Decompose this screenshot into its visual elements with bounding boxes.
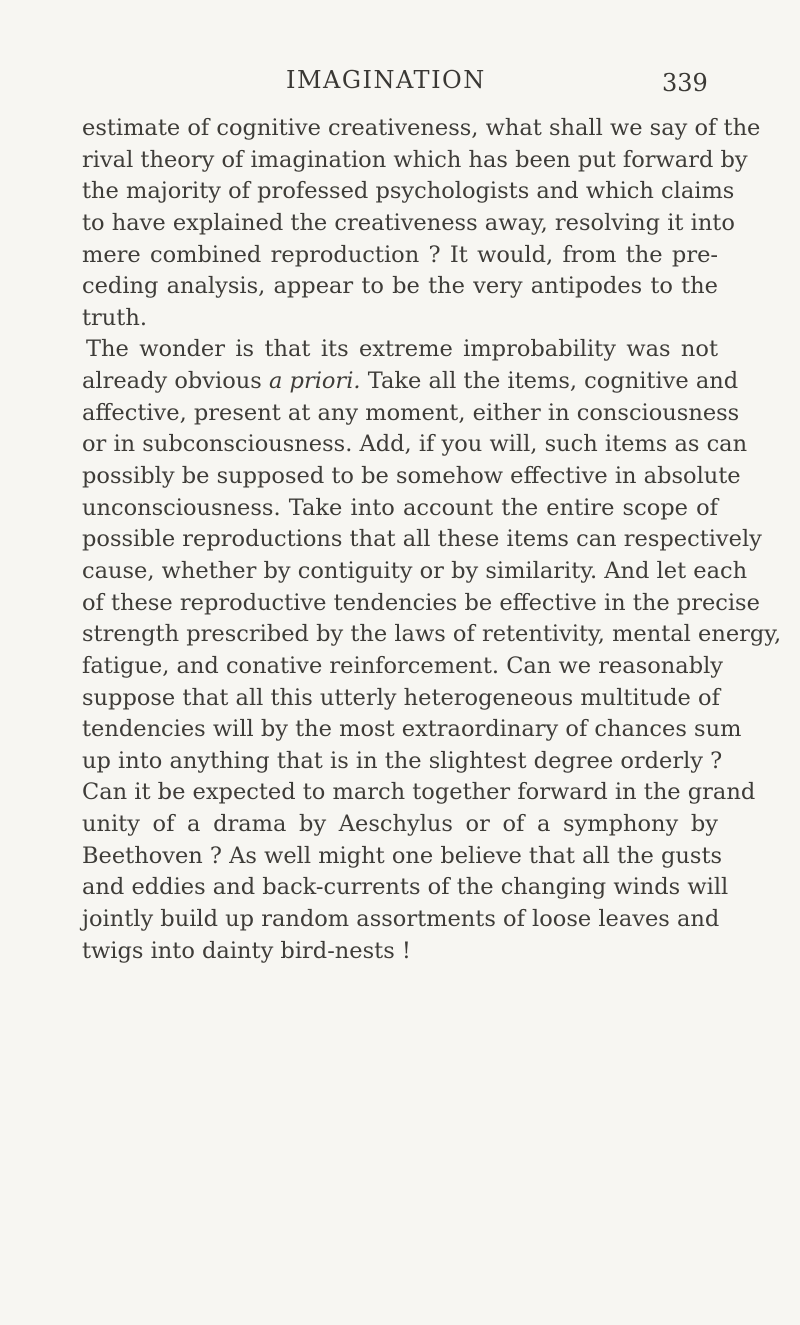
text-line: truth. (82, 304, 147, 331)
text-line: the majority of professed psychologists and which claims (82, 178, 735, 205)
text-line: to have explained the creativeness away, resolving it into (82, 209, 735, 236)
text-line: rival theory of imagination which has been put forward by (82, 146, 748, 173)
text-line: The wonder is that its extreme improbability was not (86, 336, 718, 363)
body-text (82, 113, 782, 967)
running-title: IMAGINATION (286, 66, 486, 94)
text-line-with-italic (82, 366, 739, 398)
text-line: unconsciousness. Take into account the entire scope of (82, 494, 718, 521)
running-head (0, 66, 800, 102)
text-line: and eddies and back-currents of the changing winds will (82, 874, 729, 901)
text-line: of these reproductive tendencies be effective in the precise (82, 589, 760, 616)
text-segment: already obvious (82, 368, 269, 395)
text-line: ceding analysis, appear to be the very antipodes to the (82, 273, 718, 300)
text-line: strength prescribed by the laws of retentivity, mental energy, (82, 621, 782, 648)
text-line: up into anything that is in the slightest degree orderly ? (82, 747, 723, 774)
text-line: possibly be supposed to be somehow effective in absolute (82, 463, 741, 490)
page-number: 339 (662, 69, 708, 97)
text-line: mere combined reproduction ? It would, from the pre- (82, 241, 718, 268)
italic-phrase: a priori. (268, 368, 361, 395)
text-line: estimate of cognitive creativeness, what shall we say of the (82, 115, 761, 141)
text-line: fatigue, and conative reinforcement. Can we reasonably (82, 652, 724, 679)
text-line: twigs into dainty bird-nests ! (82, 937, 411, 964)
text-line: affective, present at any moment, either in consciousness (82, 399, 740, 426)
text-segment: Take all the items, cognitive and (360, 368, 739, 395)
text-line: Can it be expected to march together forward in the grand (82, 779, 756, 806)
text-line: or in subconsciousness. Add, if you will, such items as can (82, 431, 748, 458)
text-line: tendencies will by the most extraordinary of chances sum (82, 716, 742, 743)
text-line: jointly build up random assortments of loose leaves and (82, 906, 720, 933)
text-line: suppose that all this utterly heterogeneous multitude of (82, 684, 720, 711)
text-line: Beethoven ? As well might one believe that all the gusts (82, 842, 723, 869)
text-line: cause, whether by contiguity or by similarity. And let each (82, 557, 748, 584)
text-line: unity of a drama by Aeschylus or of a symphony by (82, 811, 718, 838)
text-line: possible reproductions that all these items can respectively (82, 526, 762, 553)
